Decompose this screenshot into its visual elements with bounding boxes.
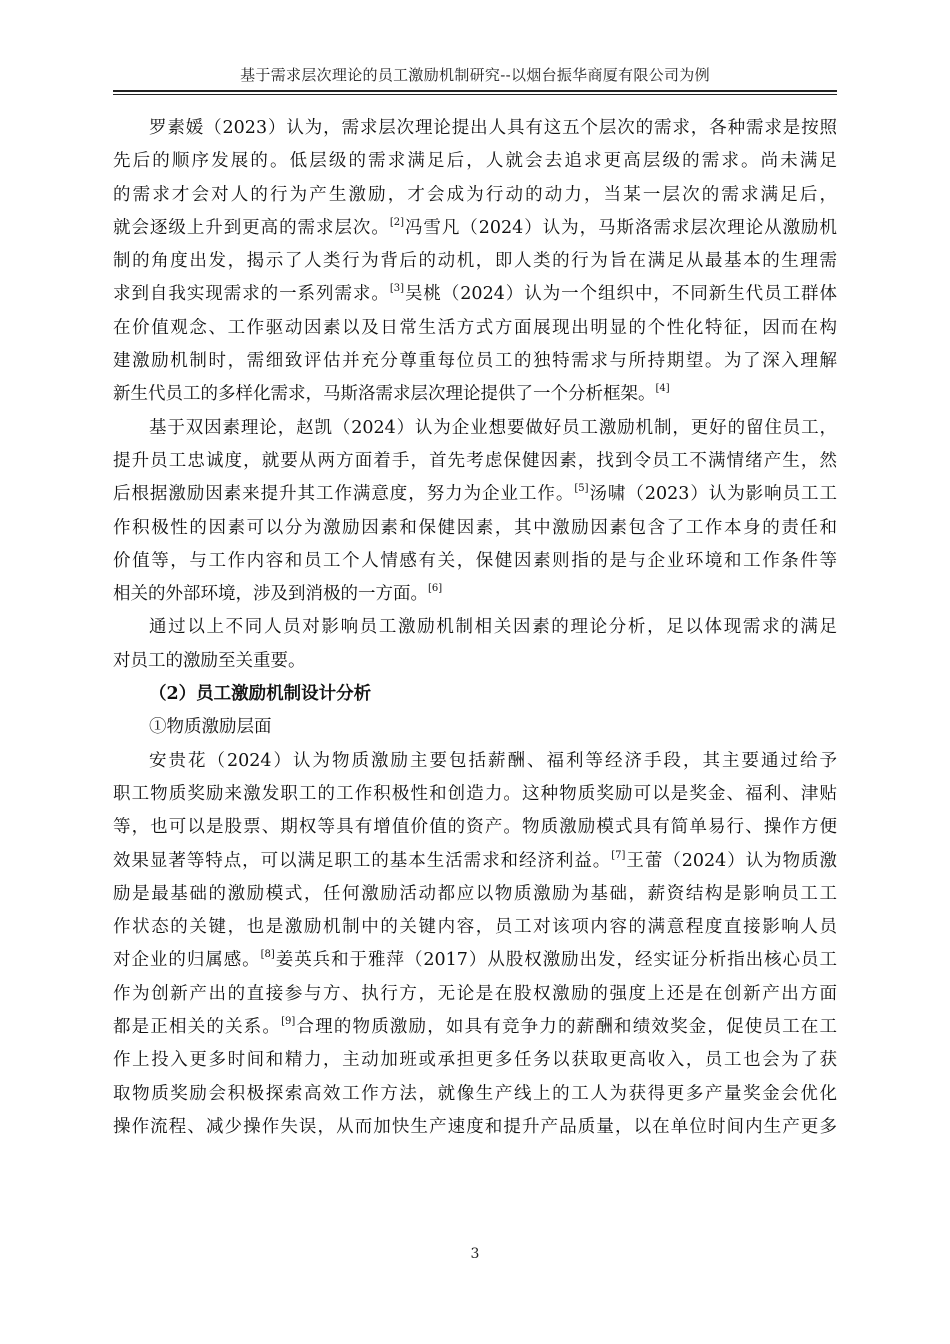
text-run: 对企业的归属感。 [113, 950, 261, 971]
text-run: 相关的外部环境，涉及到消极的一方面。 [113, 584, 428, 605]
text-run: 先后的顺序发展的。低层级的需求满足后，人就会去追求更高层级的需求。尚未满足 [113, 151, 837, 172]
text-run: 基于双因素理论，赵凯（2024）认为企业想要做好员工激励机制，更好的留住员工， [149, 417, 837, 438]
citation-marker: [4] [655, 383, 670, 395]
text-run: 效果显著等特点，可以满足职工的基本生活需求和经济利益。 [113, 850, 612, 871]
text-run: 求到自我实现需求的一系列需求。 [113, 284, 390, 305]
text-run: 吴桃（2024）认为一个组织中，不同新生代员工群体 [403, 284, 837, 305]
document-body [113, 112, 837, 1144]
text-run: 冯雪凡（2024）认为，马斯洛需求层次理论从激励机 [403, 217, 837, 238]
text-line [113, 811, 837, 844]
text-run: 作上投入更多时间和精力，主动加班或承担更多任务以获取更高收入，员工也会为了获 [113, 1050, 837, 1071]
text-line [113, 878, 837, 911]
text-run: 合理的物质激励，如具有竞争力的薪酬和绩效奖金，促使员工在工 [295, 1017, 837, 1038]
text-line [113, 512, 837, 545]
citation-marker: [7] [611, 849, 626, 861]
text-run: 后根据激励因素来提升其工作满意度，努力为企业工作。 [113, 484, 575, 505]
text-line [113, 212, 837, 245]
paragraph-two-factor [113, 412, 837, 612]
text-run: 提升员工忠诚度，就要从两方面着手，首先考虑保健因素，找到令员工不满情绪产生，然 [113, 450, 837, 471]
text-run: 职工物质奖励来激发职工的工作积极性和创造力。这种物质奖励可以是奖金、福利、津贴 [113, 783, 837, 804]
text-line [113, 545, 837, 578]
text-line [113, 378, 837, 411]
text-run: 罗素媛（2023）认为，需求层次理论提出人具有这五个层次的需求，各种需求是按照 [149, 118, 837, 138]
text-line [113, 578, 837, 611]
text-line [113, 145, 837, 178]
text-line [113, 445, 837, 478]
text-line [113, 345, 837, 378]
page-number: 3 [470, 1246, 480, 1262]
header-rule-thick [113, 90, 837, 92]
text-line [113, 944, 837, 977]
text-run: 在价值观念、工作驱动因素以及日常生活方式方面展现出明显的个性化特征，因而在构 [113, 317, 837, 338]
page-header: 基于需求层次理论的员工激励机制研究--以烟台振华商厦有限公司为例 [240, 66, 710, 84]
text-run: 通过以上不同人员对影响员工激励机制相关因素的理论分析，足以体现需求的满足 [149, 617, 837, 638]
text-run: 励是最基础的激励模式，任何激励活动都应以物质激励为基础，薪资结构是影响员工工 [113, 883, 837, 904]
text-line [113, 112, 837, 145]
paragraph-material-incentive [113, 745, 837, 1145]
text-run: 操作流程、减少操作失误，从而加快生产速度和提升产品质量，以在单位时间内生产更多 [113, 1116, 837, 1137]
citation-marker: [5] [574, 483, 589, 495]
text-run: 作状态的关键，也是激励机制中的关键内容，员工对该项内容的满意程度直接影响人员 [113, 917, 837, 938]
text-line [113, 245, 837, 278]
text-run: 汤啸（2023）认为影响员工工 [588, 484, 837, 505]
text-line [113, 1111, 837, 1144]
text-line [113, 611, 837, 644]
citation-marker: [3] [389, 283, 404, 295]
text-run: 建激励机制时，需细致评估并充分尊重每位员工的独特需求与所持期望。为了深入理解 [113, 351, 837, 372]
text-run: 新生代员工的多样化需求，马斯洛需求层次理论提供了一个分析框架。 [113, 384, 656, 405]
text-line [113, 845, 837, 878]
citation-marker: [6] [428, 583, 443, 595]
text-line [113, 478, 837, 511]
text-run: 的需求才会对人的行为产生激励，才会成为行动的动力，当某一层次的需求满足后， [113, 184, 837, 205]
text-line [113, 778, 837, 811]
text-line [113, 1078, 837, 1111]
text-line [113, 745, 837, 778]
text-run: 作为创新产出的直接参与方、执行方，无论是在股权激励的强度上还是在创新产出方面 [113, 983, 837, 1004]
text-run: 姜英兵和于雅萍（2017）从股权激励出发，经实证分析指出核心员工 [274, 950, 837, 971]
citation-marker: [8] [260, 949, 275, 961]
text-line [113, 1011, 837, 1044]
text-run: 都是正相关的关系。 [113, 1017, 282, 1038]
text-run: 就会逐级上升到更高的需求层次。 [113, 217, 390, 238]
text-run: 价值等，与工作内容和员工个人情感有关，保健因素则指的是与企业环境和工作条件等 [113, 550, 837, 571]
text-line [113, 1044, 837, 1077]
paragraph-summary [113, 611, 837, 678]
citation-marker: [2] [389, 216, 404, 228]
citation-marker: [9] [281, 1016, 296, 1028]
text-line [113, 278, 837, 311]
text-line [113, 179, 837, 212]
text-line [113, 978, 837, 1011]
text-run: 取物质奖励会积极探索高效工作方法，就像生产线上的工人为获得更多产量奖金会优化 [113, 1083, 837, 1104]
text-line [113, 645, 837, 678]
text-line [113, 312, 837, 345]
text-run: 安贵花（2024）认为物质激励主要包括薪酬、福利等经济手段，其主要通过给予 [149, 750, 837, 771]
text-run: 等，也可以是股票、期权等具有增值价值的资产。物质激励模式具有简单易行、操作方便 [113, 817, 837, 838]
header-rule-thin [113, 94, 837, 95]
subsection-heading: ①物质激励层面 [149, 717, 272, 738]
text-line [113, 911, 837, 944]
text-run: 作积极性的因素可以分为激励因素和保健因素，其中激励因素包含了工作本身的责任和 [113, 517, 837, 538]
text-run: 王蕾（2024）认为物质激 [625, 850, 837, 871]
section-heading: （2）员工激励机制设计分析 [149, 684, 372, 705]
paragraph-maslow [113, 112, 837, 412]
text-line [113, 412, 837, 445]
text-run: 对员工的激励至关重要。 [113, 650, 306, 671]
text-run: 制的角度出发，揭示了人类行为背后的动机，即人类的行为旨在满足从最基本的生理需 [113, 251, 837, 272]
